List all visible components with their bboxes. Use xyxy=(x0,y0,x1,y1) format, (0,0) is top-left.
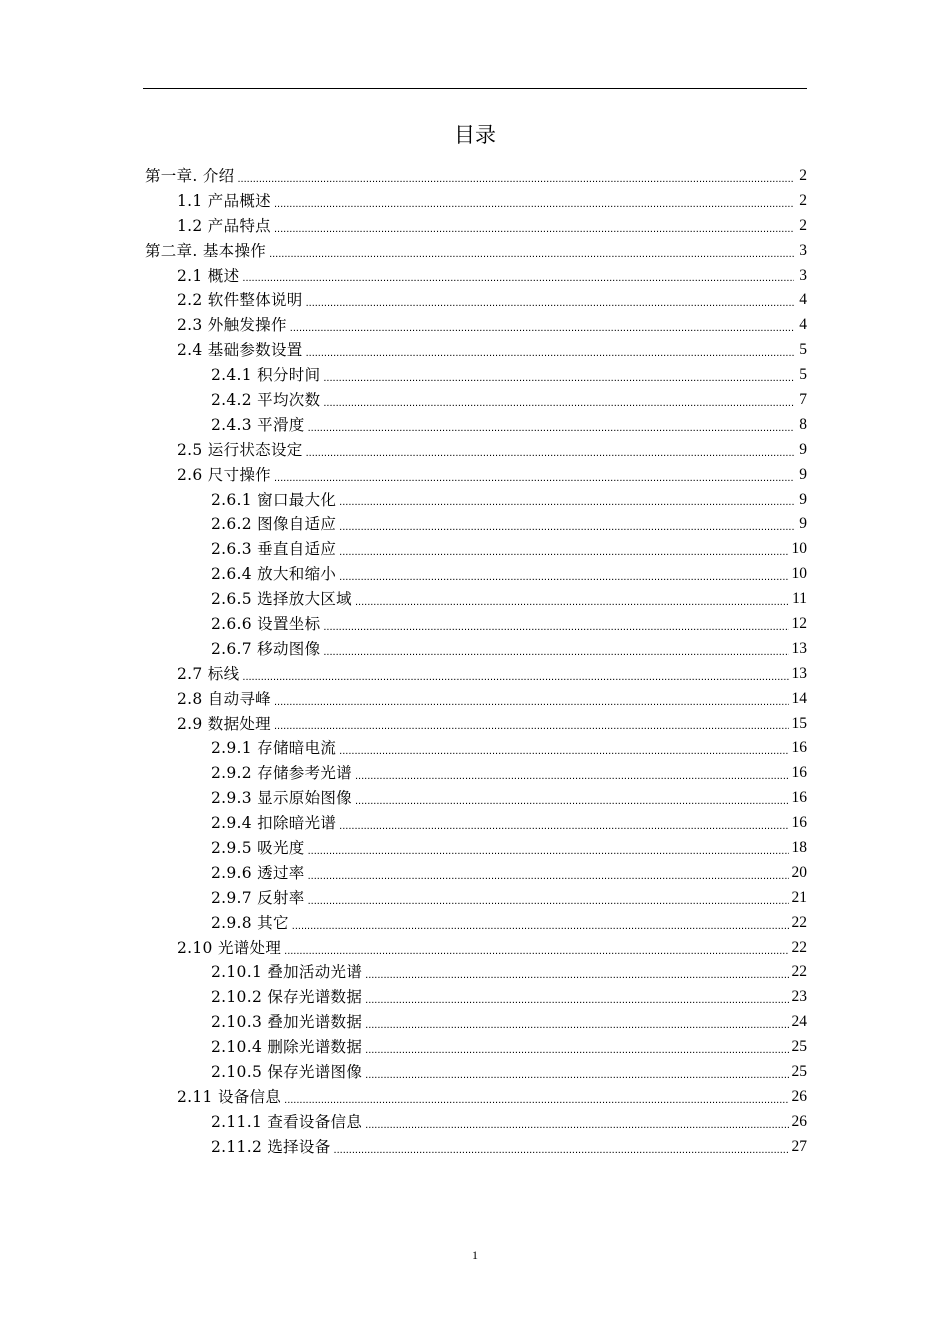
dot-leader xyxy=(306,443,794,463)
toc-entry-page: 10 xyxy=(791,540,807,558)
toc-entry-label: 2.6.6 设置坐标 xyxy=(211,615,321,634)
toc-entry-page: 25 xyxy=(791,1063,807,1081)
toc-entry-label: 1.1 产品概述 xyxy=(177,191,271,210)
toc-entry-page: 7 xyxy=(799,391,807,408)
toc-entry-label: 2.9 数据处理 xyxy=(177,714,271,733)
dot-leader xyxy=(242,667,788,687)
toc-entry[interactable] xyxy=(143,736,807,761)
toc-entry-page: 5 xyxy=(799,341,807,359)
toc-entry-label: 2.11 设备信息 xyxy=(177,1087,282,1106)
dot-leader xyxy=(308,841,789,861)
toc-entry-label: 2.4.1 积分时间 xyxy=(211,366,321,385)
toc-entry-page: 22 xyxy=(791,913,807,931)
dot-leader xyxy=(355,766,789,786)
toc-entry[interactable] xyxy=(143,761,807,786)
toc-entry-label: 2.6.7 移动图像 xyxy=(211,639,321,658)
toc-entry-label: 2.10.1 叠加活动光谱 xyxy=(211,963,363,982)
dot-leader xyxy=(306,293,794,313)
toc-entry[interactable] xyxy=(143,313,807,338)
toc-entry-label: 2.4.3 平滑度 xyxy=(211,415,305,434)
toc-entry-label: 2.10.2 保存光谱数据 xyxy=(211,988,363,1007)
toc-entry-label: 2.9.8 其它 xyxy=(211,913,289,932)
toc-entry-label: 2.6.4 放大和缩小 xyxy=(211,565,337,584)
dot-leader xyxy=(292,916,789,936)
toc-entry[interactable] xyxy=(143,288,807,313)
toc-entry[interactable] xyxy=(143,985,807,1010)
toc-entry-label: 2.9.2 存储参考光谱 xyxy=(211,764,352,783)
toc-entry[interactable] xyxy=(143,961,807,986)
toc-entry-label: 2.10 光谱处理 xyxy=(177,938,282,957)
toc-entry-page: 26 xyxy=(791,1112,807,1130)
toc-entry[interactable] xyxy=(143,438,807,463)
toc-entry-page: 13 xyxy=(791,639,807,657)
toc-entry[interactable] xyxy=(143,1060,807,1085)
toc-entry-page: 2 xyxy=(799,216,807,234)
toc-entry[interactable] xyxy=(143,861,807,886)
toc-entry-page: 3 xyxy=(799,266,807,284)
toc-entry-label: 2.1 概述 xyxy=(177,266,240,285)
dot-leader xyxy=(274,716,789,736)
dot-leader xyxy=(365,1015,788,1035)
dot-leader xyxy=(306,343,794,363)
toc-entry-page: 9 xyxy=(799,465,807,483)
toc-entry-label: 2.5 运行状态设定 xyxy=(177,440,303,459)
header-rule xyxy=(143,88,807,89)
toc-entry[interactable] xyxy=(143,239,807,264)
toc-entry[interactable] xyxy=(143,911,807,936)
toc-entry-page: 23 xyxy=(791,988,807,1006)
dot-leader xyxy=(339,492,794,512)
toc-entry-label: 第一章. 介绍 xyxy=(145,166,235,185)
toc-entry[interactable] xyxy=(143,836,807,861)
toc-entry-page: 12 xyxy=(791,615,807,633)
toc-entry-label: 2.9.7 反射率 xyxy=(211,888,305,907)
toc-entry[interactable] xyxy=(143,936,807,961)
dot-leader xyxy=(334,1140,789,1160)
dot-leader xyxy=(339,741,788,761)
toc-entry-label: 2.6 尺寸操作 xyxy=(177,465,271,484)
dot-leader xyxy=(274,692,789,712)
toc-entry[interactable] xyxy=(143,413,807,438)
dot-leader xyxy=(339,542,788,562)
toc-entry-label: 2.2 软件整体说明 xyxy=(177,291,303,310)
toc-entry-page: 9 xyxy=(799,515,807,533)
toc-entry-page: 15 xyxy=(791,714,807,732)
toc-entry-page: 11 xyxy=(792,590,807,608)
dot-leader xyxy=(323,617,788,637)
toc-entry-page: 3 xyxy=(799,241,807,259)
toc-entry[interactable] xyxy=(143,363,807,388)
toc-entry-page: 16 xyxy=(791,764,807,782)
toc-entry-page: 16 xyxy=(791,739,807,757)
toc-entry-page: 20 xyxy=(791,863,807,881)
toc-entry-label: 2.9.4 扣除暗光谱 xyxy=(211,814,337,833)
toc-entry[interactable] xyxy=(143,811,807,836)
dot-leader xyxy=(339,567,788,587)
toc-entry-label: 2.4.2 平均次数 xyxy=(211,391,321,409)
dot-leader xyxy=(274,219,794,239)
toc-entry-page: 16 xyxy=(791,789,807,807)
toc-entry-label: 2.9.6 透过率 xyxy=(211,863,305,882)
toc-entry-page: 14 xyxy=(791,689,807,707)
toc-entry[interactable] xyxy=(143,1010,807,1035)
toc-entry-label: 2.6.5 选择放大区域 xyxy=(211,590,352,609)
toc-entry-page: 22 xyxy=(791,938,807,956)
dot-leader xyxy=(308,891,789,911)
dot-leader xyxy=(284,1090,788,1110)
toc-entry-label: 2.9.3 显示原始图像 xyxy=(211,789,352,808)
toc-entry[interactable] xyxy=(143,537,807,562)
toc-entry-page: 10 xyxy=(791,565,807,583)
dot-leader xyxy=(365,1040,788,1060)
toc-entry-page: 4 xyxy=(799,316,807,334)
dot-leader xyxy=(339,816,788,836)
dot-leader xyxy=(274,468,794,488)
dot-leader xyxy=(355,592,789,612)
toc-entry-page: 27 xyxy=(791,1137,807,1155)
toc-entry[interactable] xyxy=(143,264,807,289)
toc-entry-page: 2 xyxy=(799,191,807,209)
toc-entry-page: 18 xyxy=(791,839,807,857)
toc-entry[interactable] xyxy=(143,786,807,811)
toc-entry[interactable] xyxy=(143,338,807,363)
toc-entry[interactable] xyxy=(143,214,807,239)
toc-entry-page: 5 xyxy=(799,366,807,384)
toc-entry-page: 24 xyxy=(791,1013,807,1031)
toc-entry-page: 16 xyxy=(791,814,807,832)
toc-entry[interactable] xyxy=(143,587,807,612)
page-title: 目录 xyxy=(454,123,496,147)
dot-leader xyxy=(365,965,788,985)
toc-entry-label: 2.10.3 叠加光谱数据 xyxy=(211,1013,363,1032)
toc-entry-page: 22 xyxy=(791,963,807,981)
toc-entry[interactable] xyxy=(143,1110,807,1135)
toc-entry-label: 2.7 标线 xyxy=(177,664,240,683)
dot-leader xyxy=(365,1065,788,1085)
toc-entry-label: 2.4 基础参数设置 xyxy=(177,341,303,360)
toc-entry-label: 2.11.2 选择设备 xyxy=(211,1137,331,1156)
toc-entry[interactable] xyxy=(143,662,807,687)
toc-entry-label: 2.6.2 图像自适应 xyxy=(211,515,337,534)
dot-leader xyxy=(308,866,789,886)
page-number: 1 xyxy=(472,1248,478,1262)
toc-entry[interactable] xyxy=(143,164,807,189)
toc-entry[interactable] xyxy=(143,388,807,413)
toc-entry[interactable] xyxy=(143,612,807,637)
toc-entry-page: 25 xyxy=(791,1038,807,1056)
toc-entry[interactable] xyxy=(143,512,807,537)
toc-entry[interactable] xyxy=(143,189,807,214)
toc-entry-label: 2.3 外触发操作 xyxy=(177,316,287,335)
dot-leader xyxy=(323,642,788,662)
dot-leader xyxy=(339,517,794,537)
toc-entry-page: 2 xyxy=(799,166,807,184)
toc-entry[interactable] xyxy=(143,712,807,737)
toc-entry-page: 9 xyxy=(799,490,807,508)
toc-entry-label: 2.10.4 删除光谱数据 xyxy=(211,1038,363,1057)
table-of-contents xyxy=(143,164,807,1160)
toc-entry-label: 1.2 产品特点 xyxy=(177,216,271,235)
toc-entry-label: 第二章. 基本操作 xyxy=(145,241,267,260)
toc-entry-label: 2.6.1 窗口最大化 xyxy=(211,490,337,509)
toc-entry[interactable] xyxy=(143,463,807,488)
toc-entry-label: 2.11.1 查看设备信息 xyxy=(211,1112,363,1131)
toc-entry-page: 21 xyxy=(791,888,807,906)
toc-entry[interactable] xyxy=(143,1085,807,1110)
toc-entry-page: 13 xyxy=(791,664,807,682)
toc-entry-page: 9 xyxy=(799,440,807,458)
dot-leader xyxy=(355,791,789,811)
dot-leader xyxy=(237,169,794,189)
toc-entry-label: 2.9.1 存储暗电流 xyxy=(211,739,337,758)
toc-entry-label: 2.6.3 垂直自适应 xyxy=(211,540,337,559)
toc-entry[interactable] xyxy=(143,637,807,662)
dot-leader xyxy=(242,268,794,288)
toc-entry-label: 2.8 自动寻峰 xyxy=(177,689,271,708)
toc-entry-label: 2.10.5 保存光谱图像 xyxy=(211,1063,363,1082)
toc-entry-label: 2.9.5 吸光度 xyxy=(211,839,305,858)
toc-entry[interactable] xyxy=(143,886,807,911)
dot-leader xyxy=(323,368,794,388)
toc-entry-page: 8 xyxy=(799,415,807,433)
dot-leader xyxy=(365,990,788,1010)
toc-entry[interactable] xyxy=(143,562,807,587)
dot-leader xyxy=(365,1115,788,1135)
toc-entry[interactable] xyxy=(143,687,807,712)
toc-entry[interactable] xyxy=(143,488,807,513)
toc-entry[interactable] xyxy=(143,1035,807,1060)
dot-leader xyxy=(323,393,794,413)
dot-leader xyxy=(284,941,788,961)
dot-leader xyxy=(308,418,794,438)
toc-entry-page: 4 xyxy=(799,291,807,309)
dot-leader xyxy=(290,318,794,338)
toc-entry-page: 26 xyxy=(791,1087,807,1105)
toc-entry[interactable] xyxy=(143,1135,807,1160)
dot-leader xyxy=(274,194,794,214)
dot-leader xyxy=(269,244,794,264)
